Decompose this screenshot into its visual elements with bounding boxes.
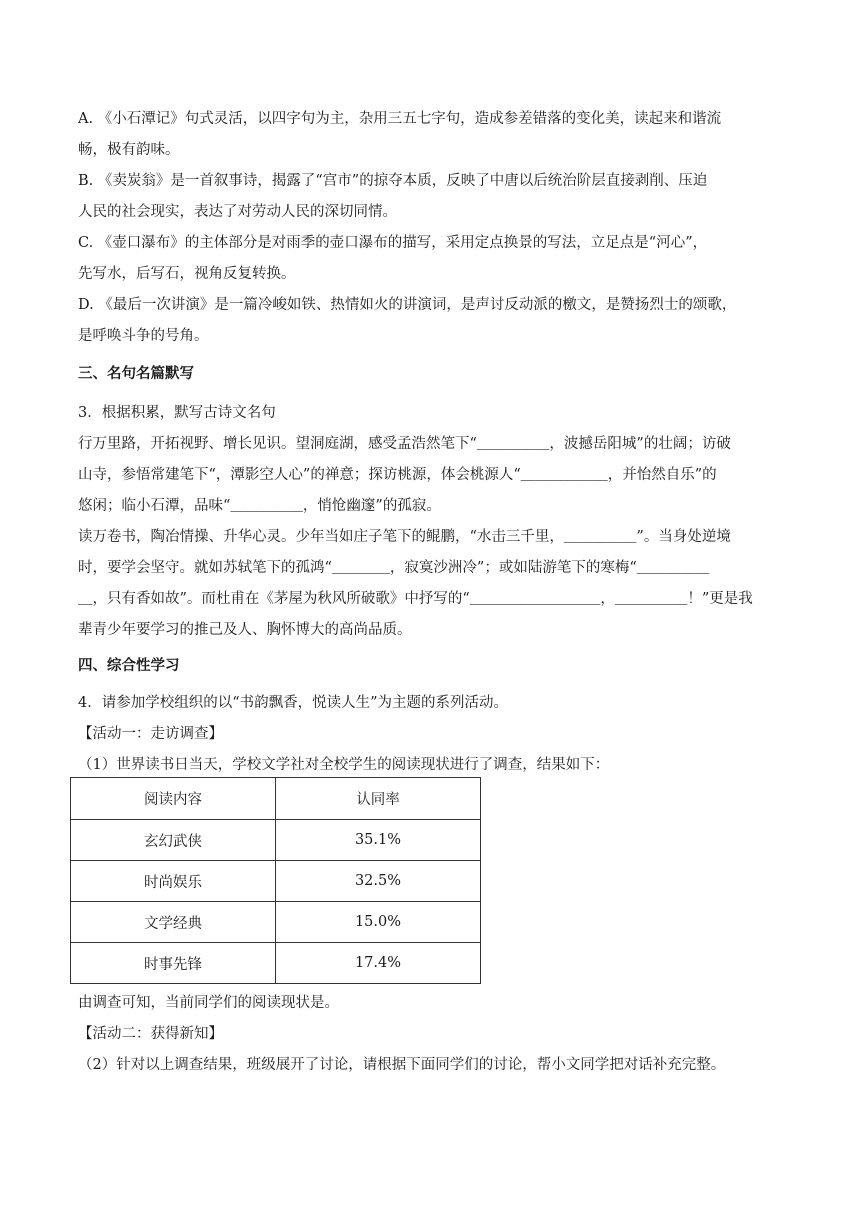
activity-continued: [78, 988, 780, 1081]
table-header-cell: 认同率: [276, 778, 481, 820]
table-cell: 时事先锋: [71, 943, 276, 984]
option-c: [78, 228, 780, 290]
option-d: [78, 290, 780, 352]
activity-title: 【活动一：走访调查】: [78, 726, 223, 742]
option-line: D. 《最后一次讲演》是一篇冷峻如铁、热情如火的讲演词，是声讨反动派的檄文，是赞扬烈士的颂歌，: [78, 297, 737, 313]
comprehensive-question: [78, 688, 780, 781]
table-row: [71, 820, 481, 861]
section-heading: 四、综合性学习: [78, 658, 180, 674]
passage-line: ＿，只有香如故”。而杜甫在《茅屋为秋风所破歌》中抒写的“＿＿＿＿＿＿＿＿＿，＿＿＿＿＿！”更是我: [78, 591, 753, 607]
table-cell: 35.1%: [276, 820, 481, 861]
recitation-question: [78, 398, 780, 646]
passage-line: 悠闲；临小石潭，品味“＿＿＿＿＿，悄怆幽邃”的孤寂。: [78, 498, 441, 514]
option-a: [78, 104, 780, 166]
section-heading: 三、名句名篇默写: [78, 366, 194, 382]
table-cell: 32.5%: [276, 861, 481, 902]
table-cell: 15.0%: [276, 902, 481, 943]
table-header-cell: 阅读内容: [71, 778, 276, 820]
passage-line: 行万里路，开拓视野、增长见识。望洞庭湖，感受孟浩然笔下“＿＿＿＿＿，波撼岳阳城”的壮阔；访破: [78, 436, 731, 452]
table-row: [71, 861, 481, 902]
option-line: A. 《小石潭记》句式灵活，以四字句为主，杂用三五七字句，造成参差错落的变化美，读起来和谐流: [78, 111, 722, 127]
conclusion-line: 由调查可知，当前同学们的阅读现状是。: [78, 995, 339, 1011]
table-cell: 17.4%: [276, 943, 481, 984]
table-cell: 玄幻武侠: [71, 820, 276, 861]
question-stem: 3．根据积累，默写古诗文名句: [78, 405, 276, 421]
option-line: 人民的社会现实，表达了对劳动人民的深切同情。: [78, 204, 397, 220]
passage-line: 山寺，参悟常建笔下“，潭影空人心”的禅意；探访桃源，体会桃源人“＿＿＿＿＿＿，并怡然自乐”的: [78, 467, 717, 483]
option-line: B. 《卖炭翁》是一首叙事诗，揭露了“宫市”的掠夺本质，反映了中唐以后统治阶层直接剥削、压迫: [78, 173, 708, 189]
sub-question: （2）针对以上调查结果，班级展开了讨论，请根据下面同学们的讨论，帮小文同学把对话补充完整。: [78, 1057, 726, 1073]
option-line: 先写水，后写石，视角反复转换。: [78, 266, 296, 282]
option-line: C. 《壶口瀑布》的主体部分是对雨季的壶口瀑布的描写，采用定点换景的写法，立足点是“河心”，: [78, 235, 708, 251]
activity-title: 【活动二：获得新知】: [78, 1026, 223, 1042]
table-header-row: [71, 778, 481, 820]
passage-line: 辈青少年要学习的推己及人、胸怀博大的高尚品质。: [78, 622, 412, 638]
table-cell: 文学经典: [71, 902, 276, 943]
option-line: 畅，极有韵味。: [78, 142, 180, 158]
option-line: 是呼唤斗争的号角。: [78, 328, 209, 344]
table-row: [71, 943, 481, 984]
passage-line: 读万卷书，陶冶情操、升华心灵。少年当如庄子笔下的鲲鹏，“水击三千里，＿＿＿＿＿”。当身处逆境: [78, 529, 731, 545]
sub-question: （1）世界读书日当天，学校文学社对全校学生的阅读现状进行了调查，结果如下：: [78, 757, 610, 773]
table-row: [71, 902, 481, 943]
table-cell: 时尚娱乐: [71, 861, 276, 902]
survey-table: [70, 777, 481, 984]
option-b: [78, 166, 780, 228]
passage-line: 时，要学会坚守。就如苏轼笔下的孤鸿“＿＿＿＿，寂寞沙洲冷”；或如陆游笔下的寒梅“＿＿＿＿＿: [78, 560, 710, 576]
question-stem: 4．请参加学校组织的以“书韵飘香，悦读人生”为主题的系列活动。: [78, 695, 509, 711]
